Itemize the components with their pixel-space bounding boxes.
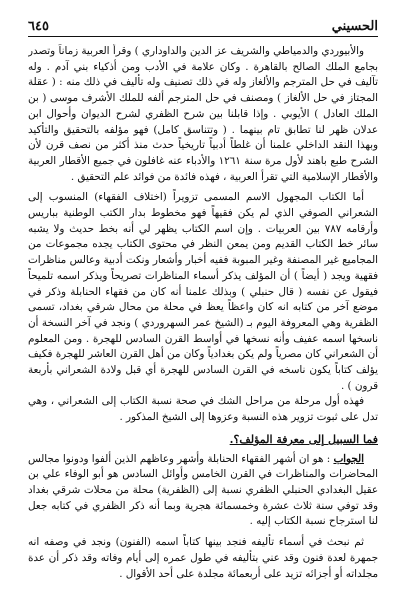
paragraph-3: فهذه أول مرحلة من مراحل الشك في صحة نسبة الكتاب إلى الشعراني ، وهي تدل على ثبوت تزوير هذه النسبة وعزوها إلى الشيخ المذكور . xyxy=(28,395,378,424)
answer-text: : هو ان أشهر الفقهاء الحنابلة وأشهر وعاظهم الذين ألفوا ودونوا مجالس المحاضرات والمناظرات في القرن الخامس وأوائل السادس هو أبو الوفاء علي بن عقيل البغدادي الحنبلي الظفري نسبة إلى (الظفرية) محلة من محلات شرقي بغداد وقد توفي سنة ثلاث عشرة وخمسمائة هجرية وبما أنه ذكر الظفري في كتابه جعل لنا استرجاح نسبة الكتاب إليه . xyxy=(28,452,378,528)
section-heading: فما السبيل إلى معرفة المؤلف؟. xyxy=(229,432,378,446)
running-title: الحسيني xyxy=(331,19,378,34)
answer-label: الجواب xyxy=(333,452,364,465)
page-number: ٦٤٥ xyxy=(28,19,49,34)
closing-paragraph: ثم نبحث في أسماء تأليفه فنجد بينها كتاباً اسمه (الفنون) ونجد في وصفه انه جمهرة لعدة فنون وقد عني بتأليفه في طول عمره إلى أيام وفاته وقد ذكر أن عدة مجلداته أو أجزائه تزيد على أربعمائة مجلدة على أحد الأقوال . xyxy=(28,536,378,580)
page-body xyxy=(28,44,378,582)
paragraph-1: والأبيوردي والدمياطي والشريف عز الدين والداوداري ) وقرأ العربية زماناً وتصدر بجامع الملك الصالح بالقاهرة . وكان علامة في الأدب ومن أذكياء بني آدم . وله تآليف في حل المترجم والألغاز وله في ذلك تصنيف وله تأليف في ذلك منه : ( عقلة المجتاز في حل الألغاز ) ومصنف في حل المترجم ألفه للملك الأشرف موسى ( بن الملك العادل ) الأيوبي . وإذا قابلنا بين شرح الظفري لشرح الديوان وأحوال ابن عدلان ظهر لنا تطابق تام بينهما . ( وتتناسق كامل) فهو مؤلفه بالتحقيق والتأكيد وبهذا النقد الداخلي علمنا أن غلطاً أدبياً تاريخياً حدث منذ أكثر من نصف قرن لأن الشرح طبع باهند لأول مرة سنة ١٢٦١ والأدباء عنه غافلون في جميع الأقطار العربية والأقطار الإسلامية التي تقرأ العربية ، فهذه فائدة من فوائد علم التحقيق . xyxy=(28,45,378,183)
answer-paragraph xyxy=(28,452,378,531)
page-header xyxy=(28,12,378,34)
paragraph-2: أما الكتاب المجهول الاسم المسمى تزويراً (اختلاف الفقهاء) المنسوب إلى الشعراني الصوفي الذي لم يكن فقيهاً فهو مخطوط بدار الكتب الوطنية بباريس وأرقامه ٧٨٧ بين العربيات . وإن اسم الكتاب يظهر لي أنه بخط حديث ولا يشبه سائر خط الكتاب القديم ومن يمعن النظر في محتوى الكتاب يجده مجموعات من المجاميع غير المصنفة وغير المبوبة ففيه أخبار وأشعار ونكت أدبية وعالس مناظرات فقهية ويجد ( أيضاً ) أن المؤلف يذكر أسماء المناظرات تصريحاً ويذكر اسمه تلميحاً فيقول عن نفسه ( قال حنبلي ) وبذلك علمنا أنه كان من فقهاء الحنابلة وذكر في موضع آخر من كتابه انه كان واعظاً يعظ في محلة من محال شرقي بغداد، تسمى الظفرية وهي المعروفة اليوم بـ (الشيخ عمر السهروردي ) ونجد في آخر النسخة أن ناسخها اسمه عفيف وأنه نسخها في أواسط القرن السادس للهجرة . ومن المعلوم أن الشعراني كان مصرياً ولم يكن بغدادياً وكان من أهل القرن العاشر للهجرة فكيف يؤلف كتاباً يكون ناسخه في القرن السادس للهجرة أي قبل ولادة الشعراني بأربعة قرون ) . xyxy=(28,191,378,392)
header-rule xyxy=(28,36,378,37)
